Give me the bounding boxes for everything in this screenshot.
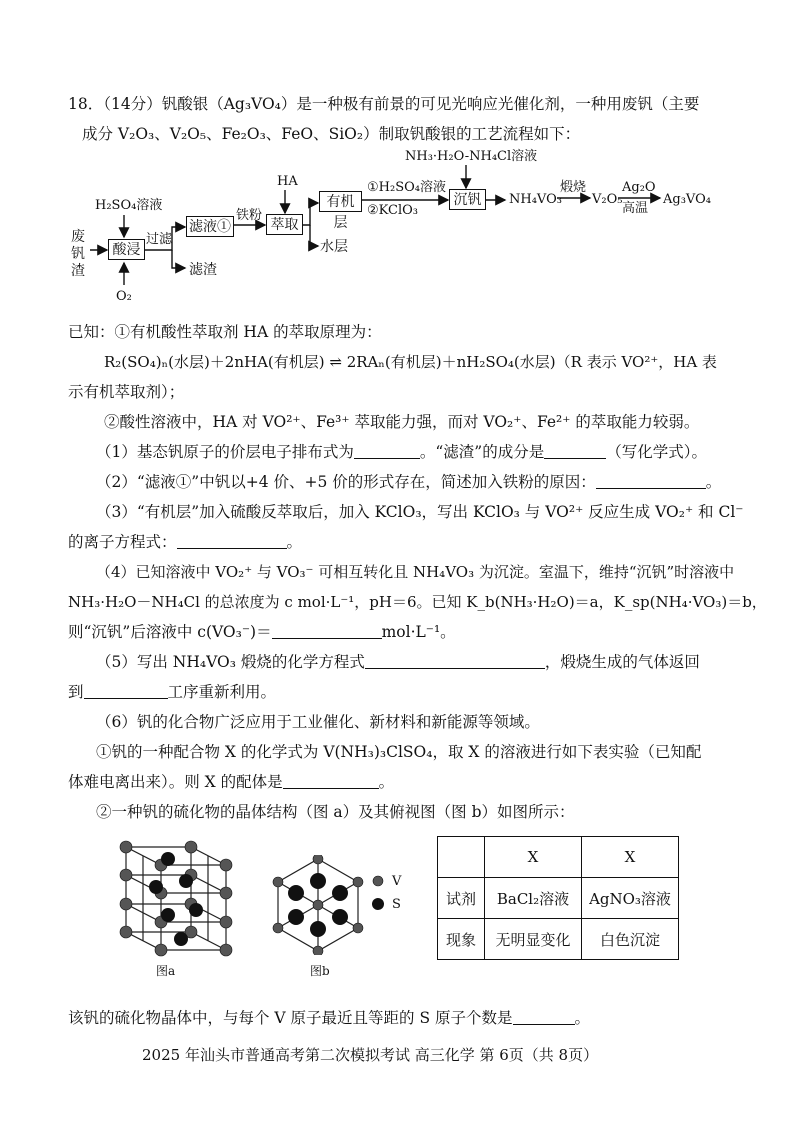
final-text-a: 该钒的硫化物晶体中，与每个 V 原子最近且等距的 S 原子个数是 xyxy=(68,1009,513,1027)
legend-v-label: V xyxy=(392,874,402,889)
q5-text-b: ，煅烧生成的气体返回 xyxy=(544,653,700,671)
final-question xyxy=(68,1008,590,1028)
sub-question-3-cont xyxy=(68,532,302,552)
sub-question-4-line3 xyxy=(68,622,456,642)
sub-question-6-part2: ②一种钒的硫化物的晶体结构（图 a）及其俯视图（图 b）如图所示： xyxy=(96,803,575,821)
q4-text-d: mol·L⁻¹。 xyxy=(381,623,456,641)
answer-blank-1b[interactable] xyxy=(544,443,606,459)
legend-s-marker xyxy=(372,898,384,910)
sub-question-6-part1: ①钒的一种配合物 X 的化学式为 V(NH₃)₃ClSO₄，取 X 的溶液进行如下表实验（已知配 xyxy=(96,743,702,761)
step1-label: ①H₂SO₄溶液 xyxy=(367,180,446,195)
sub-question-5 xyxy=(96,652,700,672)
q4-text-c: 则“沉钒”后溶液中 c(VO₃⁻)＝ xyxy=(68,623,272,641)
answer-blank-final[interactable] xyxy=(513,1009,575,1025)
table-row xyxy=(438,919,679,960)
high-temp-label: 高温 xyxy=(622,201,649,216)
vanadium-precipitation-box: 沉钒 xyxy=(449,189,486,210)
product-label: Ag₃VO₄ xyxy=(663,192,711,207)
step2-label: ②KClO₃ xyxy=(367,203,418,218)
known-2: ②酸性溶液中，HA 对 VO²⁺、Fe³⁺ 萃取能力强，而对 VO₂⁺、Fe²⁺ 的萃取能力较弱。 xyxy=(104,413,700,431)
legend-s-label: S xyxy=(392,897,401,912)
experiment-table xyxy=(437,836,679,960)
table-cell: 现象 xyxy=(438,919,485,960)
known-equation: R₂(SO₄)ₙ(水层)＋2nHA(有机层) ⇌ 2RAₙ(有机层)＋nH₂SO₄(水层)（R 表示 VO²⁺，HA 表 xyxy=(104,353,717,371)
sub-question-4-line2: NH₃·H₂O－NH₄Cl 的总浓度为 c mol·L⁻¹，pH＝6。已知 K_b(NH₃·H₂O)＝a，K_sp(NH₄·VO₃)＝b， xyxy=(68,593,767,611)
q1-text-c: （写化学式）。 xyxy=(606,443,707,461)
table-cell: 白色沉淀 xyxy=(582,919,679,960)
table-cell: BaCl₂溶液 xyxy=(485,878,582,919)
top-view-figure-b xyxy=(268,855,368,955)
answer-blank-2[interactable] xyxy=(596,473,706,489)
q5-text-a: （5）写出 NH₄VO₃ 煅烧的化学方程式 xyxy=(96,653,365,671)
table-header-cell xyxy=(438,837,485,878)
q2-text-a: （2）“滤液①”中钒以+4 价、+5 价的形式存在，简述加入铁粉的原因： xyxy=(96,473,596,491)
acid-reagent-label: H₂SO₄溶液 xyxy=(95,198,163,213)
filter-label: 过滤 xyxy=(146,232,173,247)
q6-text-d: 。 xyxy=(378,773,395,791)
page-footer: 2025 年汕头市普通高考第二次模拟考试 高三化学 第 6页（共 8页） xyxy=(142,1046,599,1064)
iron-powder-label: 铁粉 xyxy=(236,208,263,223)
q5-text-d: 工序重新利用。 xyxy=(167,683,277,701)
answer-blank-5a[interactable] xyxy=(365,653,545,669)
ag2o-label: Ag₂O xyxy=(622,180,656,195)
answer-blank-6a[interactable] xyxy=(283,773,379,789)
sub-question-5-cont xyxy=(68,682,276,702)
nh4vo3-label: NH₄VO₃ xyxy=(509,192,562,207)
acid-leach-box: 酸浸 xyxy=(108,239,145,260)
ammonia-reagent-label: NH₃·H₂O-NH₄Cl溶液 xyxy=(405,149,538,164)
sub-question-6: （6）钒的化合物广泛应用于工业催化、新材料和新能源等领域。 xyxy=(96,713,540,731)
sub-question-6-part1-cont xyxy=(68,772,394,792)
sub-question-2 xyxy=(96,472,721,492)
answer-blank-5b[interactable] xyxy=(84,683,168,699)
q6-text-c: 体难电离出来）。则 X 的配体是 xyxy=(68,773,283,791)
q5-text-c: 到 xyxy=(68,683,84,701)
figure-a-caption: 图a xyxy=(156,964,176,978)
answer-blank-3[interactable] xyxy=(177,533,287,549)
sub-question-1 xyxy=(96,442,707,462)
filtrate-box: 滤液① xyxy=(186,216,234,237)
q3-text-c: 。 xyxy=(286,533,303,551)
question-stem-line1: 18．（14分）钒酸银（Ag₃VO₄）是一种极有前景的可见光响应光催化剂，一种用废钒（主要 xyxy=(68,95,700,113)
question-stem-line2: 成分 V₂O₃、V₂O₅、Fe₂O₃、FeO、SiO₂）制取钒酸银的工艺流程如下： xyxy=(82,125,581,143)
table-header-cell: X xyxy=(485,837,582,878)
organic-layer-box: 有机层 xyxy=(319,191,362,212)
table-cell: AgNO₃溶液 xyxy=(582,878,679,919)
q2-text-b: 。 xyxy=(705,473,722,491)
crystal-structure-figure-a xyxy=(106,835,246,970)
extraction-box: 萃取 xyxy=(266,214,303,235)
known-1: 已知：①有机酸性萃取剂 HA 的萃取原理为： xyxy=(68,323,382,341)
sub-question-3: （3）“有机层”加入硫酸反萃取后，加入 KClO₃，写出 KClO₃ 与 VO²⁺ 反应生成 VO₂⁺ 和 Cl⁻ xyxy=(96,503,744,521)
q1-text-b: 。“滤渣”的成分是 xyxy=(419,443,545,461)
legend-v-marker xyxy=(373,876,383,886)
table-row xyxy=(438,878,679,919)
answer-blank-1a[interactable] xyxy=(354,443,420,459)
answer-blank-4[interactable] xyxy=(272,623,382,639)
residue-label: 滤渣 xyxy=(189,262,217,278)
q3-text-b: 的离子方程式： xyxy=(68,533,177,551)
calcine-label: 煅烧 xyxy=(560,180,587,195)
legend-markers xyxy=(370,873,390,913)
sub-question-4: （4）已知溶液中 VO₂⁺ 与 VO₃⁻ 可相互转化且 NH₄VO₃ 为沉淀。室温下，维持“沉钒”时溶液中 xyxy=(96,563,735,581)
ha-label: HA xyxy=(277,174,298,189)
known-equation-cont: 示有机萃取剂）； xyxy=(68,383,185,401)
water-layer-label: 水层 xyxy=(320,239,348,255)
v2o5-label: V₂O₅ xyxy=(592,192,623,207)
final-text-b: 。 xyxy=(574,1009,591,1027)
table-cell: 无明显变化 xyxy=(485,919,582,960)
table-cell: 试剂 xyxy=(438,878,485,919)
table-header-cell: X xyxy=(582,837,679,878)
figure-b-caption: 图b xyxy=(310,964,330,978)
feed-label: 废钒渣 xyxy=(71,229,85,279)
q1-text-a: （1）基态钒原子的价层电子排布式为 xyxy=(96,443,354,461)
table-header-row xyxy=(438,837,679,878)
oxygen-label: O₂ xyxy=(116,289,132,304)
